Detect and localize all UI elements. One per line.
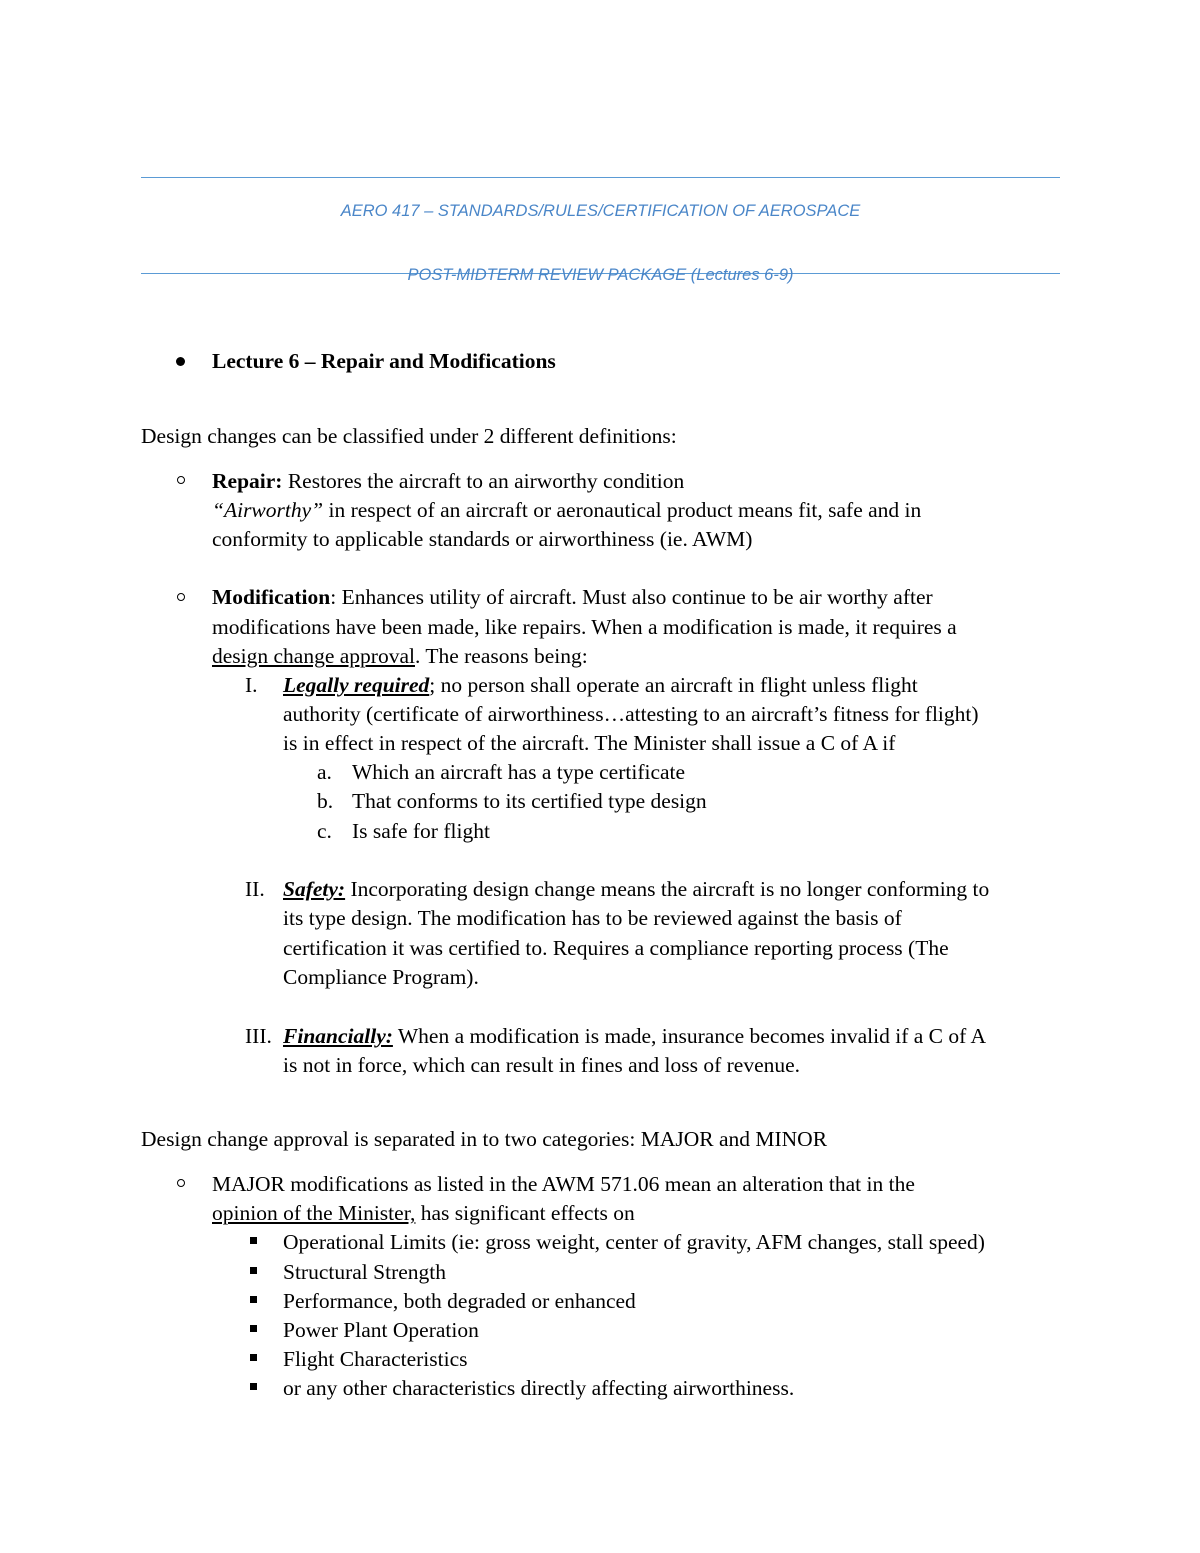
effect-item: or any other characteristics directly affecting airworthiness. (283, 1376, 795, 1400)
effect-item: Operational Limits (ie: gross weight, center of gravity, AFM changes, stall speed) (283, 1230, 985, 1254)
header-rule-top (141, 177, 1060, 178)
modification-line-1 (212, 587, 933, 609)
reason-2-line-3: certification it was certified to. Requires a compliance reporting process (The (283, 936, 949, 960)
modification-line-3-rest: . The reasons being: (414, 644, 588, 668)
hollow-bullet-icon (177, 593, 185, 601)
sub-item-a: Which an aircraft has a type certificate (352, 760, 686, 784)
repair-line-3: conformity to applicable standards or airworthiness (ie. AWM) (212, 527, 753, 551)
reason-3-line-1 (283, 1026, 986, 1048)
major-line-2-rest: has significant effects on (415, 1201, 635, 1225)
reason-3-line-1-rest: When a modification is made, insurance becomes invalid if a C of A (392, 1024, 986, 1048)
bullet-icon (176, 357, 185, 366)
reason-2-line-1-rest: Incorporating design change means the aircraft is no longer conforming to (345, 877, 990, 901)
opinion-of-minister-text: opinion of the Minister, (212, 1201, 416, 1225)
square-bullet-icon (250, 1237, 257, 1244)
repair-line-2 (212, 500, 921, 522)
reason-1-line-3: is in effect in respect of the aircraft. The Minister shall issue a C of A if (283, 731, 896, 755)
hollow-bullet-icon (177, 1179, 185, 1187)
sub-item-c-marker: c. (317, 819, 332, 843)
effect-item: Flight Characteristics (283, 1347, 468, 1371)
reason-3-marker: III. (245, 1024, 272, 1048)
reason-2-line-1 (283, 879, 989, 901)
square-bullet-icon (250, 1383, 257, 1390)
intro-text: Design changes can be classified under 2 different definitions: (141, 424, 677, 448)
reason-1-marker: I. (245, 673, 258, 697)
reason-2-marker: II. (245, 877, 265, 901)
reason-2-term: Safety: (283, 877, 346, 901)
major-line-1: MAJOR modifications as listed in the AWM 571.06 mean an alteration that in the (212, 1172, 915, 1196)
reason-1-line-1-rest: ; no person shall operate an aircraft in flight unless flight (429, 673, 918, 697)
reason-1-line-2: authority (certificate of airworthiness…attesting to an aircraft’s fitness for flight) (283, 702, 979, 726)
reason-1-term: Legally required (283, 673, 430, 697)
approval-intro: Design change approval is separated in to two categories: MAJOR and MINOR (141, 1127, 828, 1151)
sub-item-b: That conforms to its certified type design (352, 789, 707, 813)
repair-def: Restores the aircraft to an airworthy condition (282, 469, 685, 493)
square-bullet-icon (250, 1296, 257, 1303)
repair-line-1 (212, 471, 684, 493)
reason-2-line-4: Compliance Program). (283, 965, 479, 989)
effect-item: Power Plant Operation (283, 1318, 479, 1342)
sub-item-a-marker: a. (317, 760, 332, 784)
square-bullet-icon (250, 1267, 257, 1274)
sub-item-b-marker: b. (317, 789, 334, 813)
modification-line-1-rest: : Enhances utility of aircraft. Must also continue to be air worthy after (330, 585, 933, 609)
hollow-bullet-icon (177, 476, 185, 484)
square-bullet-icon (250, 1325, 257, 1332)
airworthy-term: “Airworthy” (212, 498, 324, 522)
reason-3-term: Financially: (283, 1024, 393, 1048)
package-title: POST-MIDTERM REVIEW PACKAGE (Lectures 6-9) (407, 266, 794, 284)
major-line-2 (212, 1203, 635, 1225)
modification-term: Modification (212, 585, 331, 609)
square-bullet-icon (250, 1354, 257, 1361)
effect-item: Performance, both degraded or enhanced (283, 1289, 636, 1313)
modification-line-3 (212, 646, 588, 668)
repair-line-2-rest: in respect of an aircraft or aeronautical product means fit, safe and in (323, 498, 922, 522)
modification-line-2: modifications have been made, like repairs. When a modification is made, it requires a (212, 615, 957, 639)
reason-1-line-1 (283, 675, 918, 697)
effect-item: Structural Strength (283, 1260, 447, 1284)
design-change-approval-text: design change approval (212, 644, 415, 668)
reason-3-line-2: is not in force, which can result in fines and loss of revenue. (283, 1053, 801, 1077)
repair-term: Repair: (212, 469, 283, 493)
course-title: AERO 417 – STANDARDS/RULES/CERTIFICATION OF AEROSPACE (340, 202, 861, 220)
sub-item-c: Is safe for flight (352, 819, 490, 843)
reason-2-line-2: its type design. The modification has to be reviewed against the basis of (283, 906, 902, 930)
lecture-heading: Lecture 6 – Repair and Modifications (212, 349, 556, 373)
